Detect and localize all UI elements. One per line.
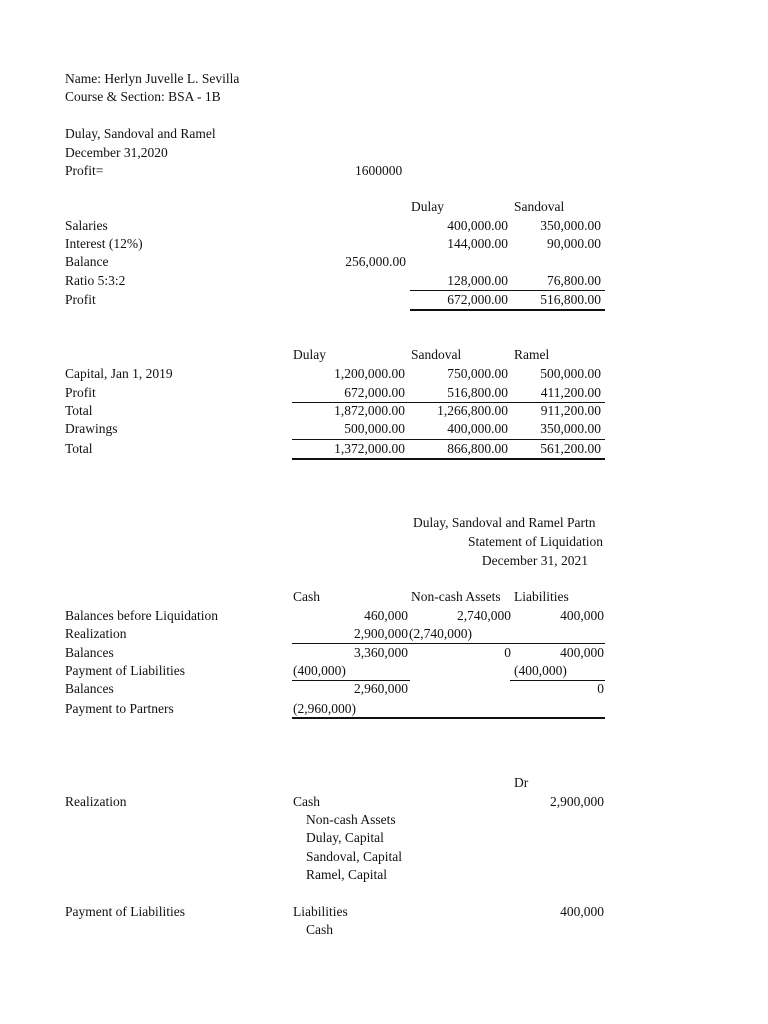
- capital-row-sandoval: 516,800.00: [447, 385, 508, 400]
- journal-debit-amount: 400,000: [560, 904, 604, 919]
- profit-label: Profit=: [65, 163, 104, 178]
- profit-date: December 31,2020: [65, 145, 168, 160]
- capital-row-dulay: 672,000.00: [344, 385, 405, 400]
- course-section: Course & Section: BSA - 1B: [65, 89, 221, 104]
- liq-col-noncash: Non-cash Assets: [411, 589, 501, 604]
- liq-row-label: Balances: [65, 645, 114, 660]
- liq-row-liabilities: 400,000: [560, 645, 604, 660]
- journal-credit-account: Sandoval, Capital: [306, 849, 402, 864]
- liq-row-label: Payment of Liabilities: [65, 663, 185, 678]
- journal-credit-account: Ramel, Capital: [306, 867, 387, 882]
- capital-col-dulay: Dulay: [293, 347, 326, 362]
- journal-debit-account: Cash: [293, 794, 320, 809]
- capital-row-dulay: 1,200,000.00: [334, 366, 405, 381]
- liq-row-liabilities: 0: [597, 681, 604, 696]
- liq-total-rule: [292, 717, 605, 719]
- liq-row-cash: 3,360,000: [354, 645, 408, 660]
- liquidation-date: December 31, 2021: [481, 553, 588, 568]
- liq-row-cash: 460,000: [364, 608, 408, 623]
- profit-row-sandoval: 350,000.00: [540, 218, 601, 233]
- profit-row-dulay: 400,000.00: [447, 218, 508, 233]
- profit-row-label: Salaries: [65, 218, 108, 233]
- profit-row-sandoval: 516,800.00: [540, 292, 601, 307]
- journal-credit-account: Dulay, Capital: [306, 830, 384, 845]
- liq-row-cash: 2,960,000: [354, 681, 408, 696]
- liq-row-liabilities: (400,000): [514, 663, 567, 678]
- profit-row-balance: 256,000.00: [345, 254, 406, 269]
- capital-row-label: Total: [65, 441, 93, 456]
- capital-row-sandoval: 400,000.00: [447, 421, 508, 436]
- journal-debit-amount: 2,900,000: [550, 794, 604, 809]
- capital-col-ramel: Ramel: [514, 347, 550, 362]
- liq-row-cash: 2,900,000: [354, 626, 408, 641]
- liquidation-title: Dulay, Sandoval and Ramel Partn: [413, 515, 596, 530]
- liq-col-liabilities: Liabilities: [514, 589, 569, 604]
- profit-row-dulay: 672,000.00: [447, 292, 508, 307]
- liq-row-liabilities: 400,000: [560, 608, 604, 623]
- capital-row-ramel: 350,000.00: [540, 421, 601, 436]
- partnership-name: Dulay, Sandoval and Ramel: [65, 126, 216, 141]
- journal-entry-label: Payment of Liabilities: [65, 904, 185, 919]
- liquidation-subtitle: Statement of Liquidation: [468, 534, 603, 549]
- capital-row-ramel: 411,200.00: [540, 385, 601, 400]
- student-name: Name: Herlyn Juvelle L. Sevilla: [65, 71, 240, 86]
- capital-row-label: Capital, Jan 1, 2019: [65, 366, 173, 381]
- liq-row-label: Balances: [65, 681, 114, 696]
- profit-value: 1600000: [355, 163, 403, 178]
- profit-total-rule: [410, 309, 605, 311]
- capital-row-sandoval: 866,800.00: [447, 441, 508, 456]
- liq-row-noncash: (2,740,000): [409, 626, 472, 641]
- liq-row-cash: (400,000): [293, 663, 346, 678]
- liq-realization-rule: [292, 643, 605, 644]
- capital-row-label: Total: [65, 403, 93, 418]
- profit-row-label: Interest (12%): [65, 236, 143, 251]
- capital-drawings-rule: [292, 439, 605, 440]
- capital-row-sandoval: 1,266,800.00: [437, 403, 508, 418]
- capital-row-dulay: 1,372,000.00: [334, 441, 405, 456]
- profit-col-sandoval: Sandoval: [514, 199, 565, 214]
- journal-credit-account: Cash: [306, 922, 333, 937]
- liq-col-cash: Cash: [293, 589, 320, 604]
- journal-debit-account: Liabilities: [293, 904, 348, 919]
- capital-row-dulay: 500,000.00: [344, 421, 405, 436]
- capital-row-sandoval: 750,000.00: [447, 366, 508, 381]
- profit-subtotal-rule: [410, 290, 605, 291]
- profit-row-sandoval: 76,800.00: [547, 273, 601, 288]
- profit-row-label: Profit: [65, 292, 96, 307]
- liq-row-noncash: 0: [504, 645, 511, 660]
- capital-row-dulay: 1,872,000.00: [334, 403, 405, 418]
- profit-row-label: Ratio 5:3:2: [65, 273, 126, 288]
- liq-row-label: Payment to Partners: [65, 701, 174, 716]
- profit-col-dulay: Dulay: [411, 199, 444, 214]
- profit-row-dulay: 144,000.00: [447, 236, 508, 251]
- capital-row-ramel: 561,200.00: [540, 441, 601, 456]
- capital-row-ramel: 911,200.00: [540, 403, 601, 418]
- liq-row-label: Balances before Liquidation: [65, 608, 218, 623]
- capital-col-sandoval: Sandoval: [411, 347, 462, 362]
- profit-row-label: Balance: [65, 254, 109, 269]
- journal-credit-account: Non-cash Assets: [306, 812, 396, 827]
- journal-col-dr: Dr: [514, 775, 529, 790]
- capital-total-rule: [292, 458, 605, 460]
- journal-entry-label: Realization: [65, 794, 127, 809]
- profit-row-sandoval: 90,000.00: [547, 236, 601, 251]
- profit-row-dulay: 128,000.00: [447, 273, 508, 288]
- capital-row-ramel: 500,000.00: [540, 366, 601, 381]
- capital-row-label: Drawings: [65, 421, 118, 436]
- liq-row-label: Realization: [65, 626, 127, 641]
- liq-row-cash: (2,960,000): [293, 701, 356, 716]
- capital-row-label: Profit: [65, 385, 96, 400]
- liq-row-noncash: 2,740,000: [457, 608, 511, 623]
